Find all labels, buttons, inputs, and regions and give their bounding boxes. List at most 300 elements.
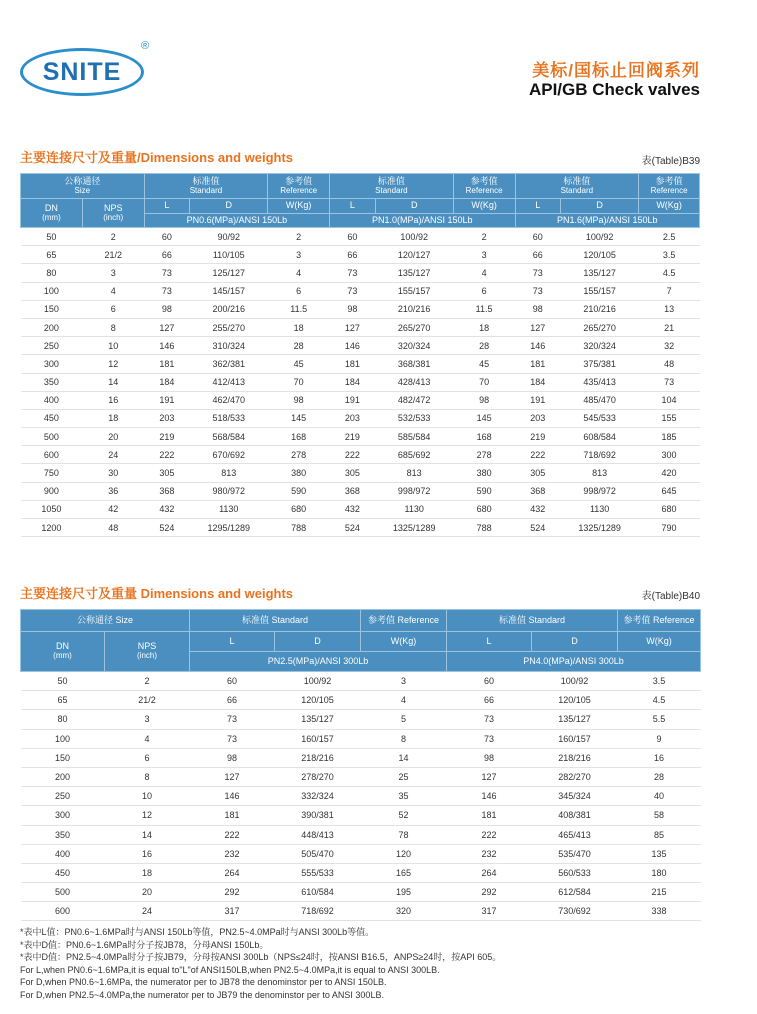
table-cell: 1325/1289 [561,519,639,537]
table-cell: 45 [453,355,515,373]
table-cell: 250 [21,787,105,806]
table-cell: 73 [515,282,561,300]
d-header: D [190,199,268,214]
table-cell: 4 [361,691,447,710]
table-cell: 432 [515,500,561,518]
table-cell: 150 [21,300,83,318]
size-header: 公称通径 Size [21,174,145,199]
table-cell: 150 [21,748,105,767]
table-cell: 408/381 [532,806,618,825]
table-row [21,500,700,518]
table-cell: 135 [618,844,701,863]
table-cell: 60 [330,228,376,246]
table-cell: 10 [105,787,190,806]
table-cell: 535/470 [532,844,618,863]
w-header: W(Kg) [453,199,515,214]
table-cell: 219 [144,428,190,446]
table-cell: 612/584 [532,883,618,902]
table-cell: 73 [144,282,190,300]
table-cell: 110/105 [190,246,268,264]
table-cell: 645 [639,482,700,500]
table-cell: 338 [618,902,701,921]
table-cell: 181 [144,355,190,373]
table-cell: 362/381 [190,355,268,373]
table-cell: 590 [453,482,515,500]
l-header: L [515,199,561,214]
table-cell: 127 [447,767,532,786]
table-cell: 168 [453,428,515,446]
table-cell: 320/324 [375,337,453,355]
table1-section-title: 主要连接尺寸及重量/Dimensions and weights [20,150,294,165]
table-cell: 788 [453,519,515,537]
table-cell: 813 [375,464,453,482]
table-cell: 100 [21,282,83,300]
dn-header: DN (mm) [21,632,105,672]
table-cell: 45 [268,355,330,373]
l-header: L [447,632,532,652]
table-cell: 65 [21,246,83,264]
table-cell: 184 [330,373,376,391]
table-cell: 73 [515,264,561,282]
table-cell: 670/692 [190,446,268,464]
size-header: 公称通径 Size [21,610,190,632]
table-cell: 60 [190,672,275,691]
table-cell: 145 [268,409,330,427]
table-cell: 524 [515,519,561,537]
table-cell: 332/324 [275,787,361,806]
table-row [21,246,700,264]
table-cell: 30 [82,464,144,482]
standard-header: 标准值 Standard [330,174,454,199]
table-cell: 448/413 [275,825,361,844]
table-cell: 300 [21,355,83,373]
page-title-cn: 美标/国标止回阀系列 [532,61,700,80]
d-header: D [375,199,453,214]
table-cell: 24 [82,446,144,464]
table-cell: 278 [453,446,515,464]
table-cell: 50 [21,672,105,691]
table-cell: 98 [190,748,275,767]
table-row [21,409,700,427]
table-cell: 680 [268,500,330,518]
table-cell: 1130 [190,500,268,518]
standard-header: 标准值 Standard [447,610,618,632]
table-cell: 73 [330,282,376,300]
table-cell: 2 [268,228,330,246]
table-cell: 180 [618,863,701,882]
table-cell: 4.5 [639,264,700,282]
table-cell: 3 [268,246,330,264]
table-cell: 184 [144,373,190,391]
table-cell: 219 [515,428,561,446]
table-cell: 450 [21,409,83,427]
footnote: For L,when PN0.6~1.6MPa,it is equal to"L"of ANSI150LB,when PN2.5~4.0MPa,it is equal to ANSI 300LB. [20,964,440,975]
table-cell: 200/216 [190,300,268,318]
table-cell: 12 [82,355,144,373]
w-header: W(Kg) [268,199,330,214]
table-cell: 232 [447,844,532,863]
table-cell: 600 [21,902,105,921]
table2-body [21,672,701,921]
table-cell: 145 [453,409,515,427]
table-cell: 980/972 [190,482,268,500]
table-cell: 400 [21,391,83,409]
table-cell: 14 [361,748,447,767]
dn-header: DN (mm) [21,199,83,228]
table-cell: 6 [268,282,330,300]
table-cell: 11.5 [268,300,330,318]
footnotes [20,926,501,1002]
table-cell: 608/584 [561,428,639,446]
table-cell: 73 [190,729,275,748]
standard-header: 标准值 Standard [144,174,268,199]
reference-header: 参考值 Reference [618,610,701,632]
d-header: D [275,632,361,652]
table-cell: 320 [361,902,447,921]
table-cell: 28 [618,767,701,786]
table-cell: 13 [639,300,700,318]
table-row [21,282,700,300]
table-cell: 203 [515,409,561,427]
table-cell: 200 [21,318,83,336]
table-cell: 255/270 [190,318,268,336]
table-cell: 135/127 [375,264,453,282]
table-cell: 181 [447,806,532,825]
table-cell: 6 [82,300,144,318]
table-cell: 155/157 [375,282,453,300]
l-header: L [330,199,376,214]
table-cell: 524 [330,519,376,537]
table-cell: 14 [105,825,190,844]
table-cell: 400 [21,844,105,863]
table-row [21,228,700,246]
table-cell: 1200 [21,519,83,537]
table-cell: 718/692 [275,902,361,921]
table-cell: 191 [144,391,190,409]
table2-label: 表(Table)B40 [641,591,700,602]
table-cell: 185 [639,428,700,446]
table-cell: 48 [82,519,144,537]
table-row [21,428,700,446]
table-cell: 70 [453,373,515,391]
table-cell: 100/92 [561,228,639,246]
table-cell: 181 [330,355,376,373]
table-cell: 195 [361,883,447,902]
standard-header: 标准值 Standard [515,174,639,199]
table-cell: 98 [515,300,561,318]
table-cell: 4 [105,729,190,748]
table-cell: 20 [82,428,144,446]
table-row [21,767,701,786]
d-header: D [561,199,639,214]
table-row [21,318,700,336]
table-cell: 98 [144,300,190,318]
table-cell: 585/584 [375,428,453,446]
table-cell: 28 [268,337,330,355]
table-cell: 218/216 [275,748,361,767]
table-cell: 900 [21,482,83,500]
table-cell: 750 [21,464,83,482]
table-cell: 680 [639,500,700,518]
table-cell: 368/381 [375,355,453,373]
table-cell: 203 [330,409,376,427]
reference-header: 参考值 Reference [361,610,447,632]
reference-header: 参考值 Reference [453,174,515,199]
table-cell: 568/584 [190,428,268,446]
reference-header: 参考值 Reference [639,174,700,199]
table-cell: 3 [82,264,144,282]
table-row [21,691,701,710]
table-cell: 73 [190,710,275,729]
table-cell: 813 [561,464,639,482]
table-cell: 191 [515,391,561,409]
table-cell: 165 [361,863,447,882]
table-cell: 120/105 [532,691,618,710]
table-cell: 264 [190,863,275,882]
table-cell: 218/216 [532,748,618,767]
table-row [21,464,700,482]
table-cell: 120/105 [561,246,639,264]
table-cell: 98 [330,300,376,318]
l-header: L [190,632,275,652]
table-cell: 155/157 [561,282,639,300]
table-cell: 222 [515,446,561,464]
table-cell: 1295/1289 [190,519,268,537]
table2-header [21,610,701,672]
table-cell: 380 [453,464,515,482]
table-cell: 70 [268,373,330,391]
d-header: D [532,632,618,652]
table-cell: 310/324 [190,337,268,355]
table-cell: 73 [447,729,532,748]
table-cell: 18 [453,318,515,336]
table-cell: 350 [21,373,83,391]
table-cell: 66 [144,246,190,264]
table-cell: 600 [21,446,83,464]
table-row [21,863,701,882]
table-cell: 200 [21,767,105,786]
table-cell: 320/324 [561,337,639,355]
footnote: *表中D值：PN0.6~1.6MPa时分子按JB78，分母ANSI 150Lb。 [20,939,269,950]
table-cell: 5 [361,710,447,729]
table-row [21,825,701,844]
table-cell: 412/413 [190,373,268,391]
table-cell: 292 [447,883,532,902]
table-cell: 500 [21,883,105,902]
w-header: W(Kg) [639,199,700,214]
table-cell: 2 [105,672,190,691]
table-cell: 58 [618,806,701,825]
table-cell: 20 [105,883,190,902]
table-cell: 100 [21,729,105,748]
table-cell: 4 [453,264,515,282]
table-cell: 432 [144,500,190,518]
table-cell: 203 [144,409,190,427]
table-cell: 18 [82,409,144,427]
table-row [21,672,701,691]
table-row [21,519,700,537]
table-cell: 52 [361,806,447,825]
table-cell: 210/216 [561,300,639,318]
table-cell: 450 [21,863,105,882]
table-cell: 21 [639,318,700,336]
table-cell: 98 [453,391,515,409]
table-cell: 16 [82,391,144,409]
table-cell: 222 [330,446,376,464]
table-cell: 127 [190,767,275,786]
table-cell: 100/92 [275,672,361,691]
table-cell: 420 [639,464,700,482]
table-cell: 14 [82,373,144,391]
table-cell: 120/127 [375,246,453,264]
table-cell: 127 [515,318,561,336]
table-cell: 265/270 [375,318,453,336]
table-cell: 1325/1289 [375,519,453,537]
table-cell: 66 [515,246,561,264]
table-cell: 80 [21,264,83,282]
table-cell: 66 [330,246,376,264]
nps-header: NPS (inch) [82,199,144,228]
table-cell: 485/470 [561,391,639,409]
table-cell: 232 [190,844,275,863]
page-title-en: API/GB Check valves [528,80,700,99]
table-cell: 5.5 [618,710,701,729]
table-cell: 8 [82,318,144,336]
table-cell: 9 [618,729,701,748]
table-cell: 1050 [21,500,83,518]
table-cell: 66 [447,691,532,710]
w-header: W(Kg) [361,632,447,652]
table-cell: 184 [515,373,561,391]
table-cell: 375/381 [561,355,639,373]
table-cell: 555/533 [275,863,361,882]
table-cell: 300 [639,446,700,464]
table-cell: 250 [21,337,83,355]
table-cell: 3.5 [639,246,700,264]
pressure-class-header: PN2.5(MPa)/ANSI 300Lb [190,652,447,672]
table-row [21,446,700,464]
reference-header: 参考值 Reference [268,174,330,199]
table-cell: 222 [144,446,190,464]
table-cell: 127 [330,318,376,336]
table-cell: 4.5 [618,691,701,710]
table-cell: 98 [447,748,532,767]
table-cell: 3 [105,710,190,729]
table-cell: 146 [190,787,275,806]
table-cell: 300 [21,806,105,825]
table-cell: 155 [639,409,700,427]
table-cell: 532/533 [375,409,453,427]
l-header: L [144,199,190,214]
table-cell: 24 [105,902,190,921]
table-row [21,844,701,863]
table-cell: 98 [268,391,330,409]
table-cell: 278/270 [275,767,361,786]
table-cell: 278 [268,446,330,464]
footnote: For D,when PN2.5~4.0MPa,the numerator per to JB79 the denominstor per to ANSI 300LB. [20,989,384,1000]
table-cell: 18 [268,318,330,336]
table1-label: 表(Table)B39 [641,156,700,167]
table-cell: 73 [639,373,700,391]
table-cell: 222 [447,825,532,844]
table-cell: 590 [268,482,330,500]
table-cell: 4 [268,264,330,282]
table-cell: 146 [144,337,190,355]
table-cell: 368 [144,482,190,500]
table-cell: 135/127 [275,710,361,729]
table-cell: 219 [330,428,376,446]
pressure-class-header: PN1.6(MPa)/ANSI 150Lb [515,214,699,228]
table1-body [21,228,700,537]
table-cell: 1130 [375,500,453,518]
table-row [21,337,700,355]
table-cell: 6 [453,282,515,300]
table-cell: 120/105 [275,691,361,710]
table1-header [21,174,700,228]
table-cell: 305 [330,464,376,482]
table-cell: 282/270 [532,767,618,786]
table-cell: 428/413 [375,373,453,391]
table-cell: 432 [330,500,376,518]
table2 [20,609,701,921]
table-row [21,806,701,825]
table-cell: 292 [190,883,275,902]
table-cell: 518/533 [190,409,268,427]
table-row [21,748,701,767]
table-row [21,264,700,282]
table-cell: 210/216 [375,300,453,318]
table-cell: 25 [361,767,447,786]
table-cell: 60 [515,228,561,246]
table-cell: 48 [639,355,700,373]
table-cell: 3 [361,672,447,691]
table-cell: 11.5 [453,300,515,318]
table-cell: 160/157 [275,729,361,748]
table-row [21,902,701,921]
table-cell: 4 [82,282,144,300]
table-cell: 181 [515,355,561,373]
table-cell: 66 [190,691,275,710]
table-cell: 42 [82,500,144,518]
table-cell: 146 [330,337,376,355]
table-cell: 8 [361,729,447,748]
table-cell: 100/92 [375,228,453,246]
table-cell: 222 [190,825,275,844]
table-cell: 368 [330,482,376,500]
brand-logo [20,48,144,96]
table-cell: 36 [82,482,144,500]
table-cell: 35 [361,787,447,806]
table-row [21,373,700,391]
table-cell: 524 [144,519,190,537]
table-cell: 545/533 [561,409,639,427]
table-cell: 2 [82,228,144,246]
table-cell: 3.5 [618,672,701,691]
table-cell: 610/584 [275,883,361,902]
table-cell: 500 [21,428,83,446]
table-cell: 100/92 [532,672,618,691]
table-cell: 104 [639,391,700,409]
table-cell: 168 [268,428,330,446]
registered-mark: ® [141,40,150,52]
table-cell: 73 [330,264,376,282]
table2-section-title: 主要连接尺寸及重量 Dimensions and weights [20,586,294,601]
table-row [21,355,700,373]
pressure-class-header: PN1.0(MPa)/ANSI 150Lb [330,214,515,228]
table-cell: 305 [144,464,190,482]
table-cell: 191 [330,391,376,409]
table-cell: 2 [453,228,515,246]
